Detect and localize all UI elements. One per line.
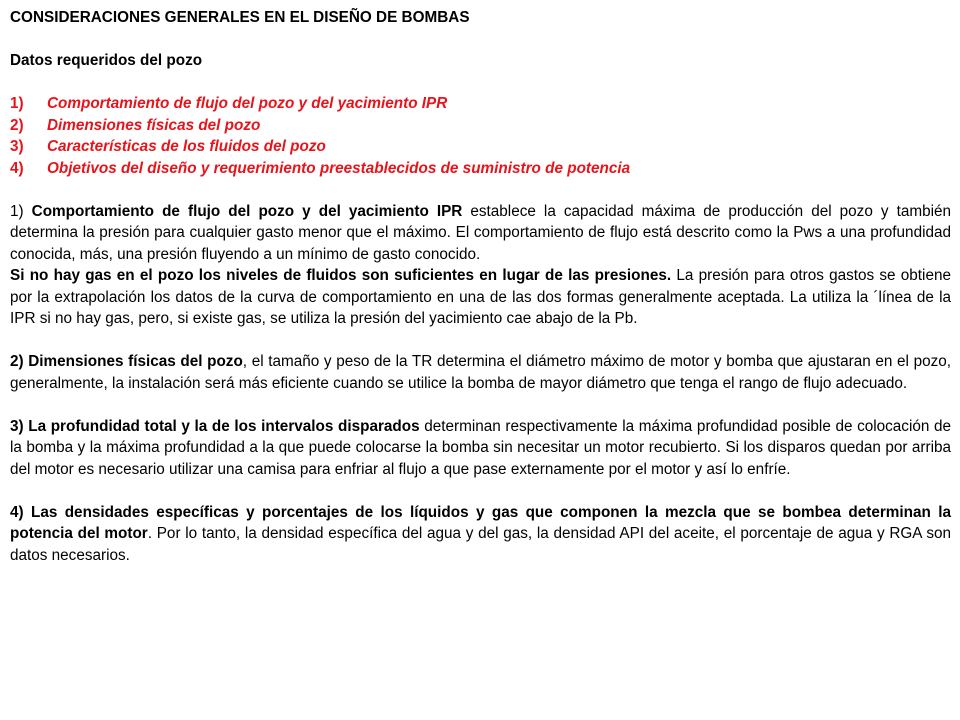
requirements-list [10, 93, 951, 179]
list-item-number: 3) [10, 138, 24, 155]
list-item-text: Características de los fluidos del pozo [47, 138, 326, 155]
list-item [10, 93, 951, 115]
paragraph-bold: 4) Las densidades específicas y porcentajes de los líquidos y gas que componen la mezcla que se bombea determinan la potencia del motor [10, 503, 951, 542]
paragraph-bold: 2) Dimensiones físicas del pozo [10, 353, 243, 370]
list-item [10, 115, 951, 137]
paragraph-densities [10, 502, 951, 567]
list-item [10, 136, 951, 158]
list-item-number: 4) [10, 159, 24, 177]
document-title: CONSIDERACIONES GENERALES EN EL DISEÑO DE BOMBAS [10, 9, 470, 26]
paragraph-dimensions [10, 351, 951, 394]
list-item-text: Objetivos del diseño y requerimiento preestablecidos de suministro de potencia [47, 159, 631, 177]
paragraph-text: determinan respectivamente la máxima profundidad posible de colocación de la bomba y la máxima profundidad a la que puede colocarse la bomba sin necesitar un motor recubierto. Si los disparos quedan por arriba del motor es necesario utilizar una camisa para enfriar al flujo a que pase externamente por el motor y así lo enfríe. [10, 417, 951, 478]
list-item-text: Comportamiento de flujo del pozo y del yacimiento IPR [47, 95, 448, 112]
section-subtitle: Datos requeridos del pozo [10, 52, 203, 69]
paragraph-lead: 1) [10, 202, 32, 220]
paragraph-bold: Comportamiento de flujo del pozo y del yacimiento IPR [31, 202, 463, 220]
paragraph-ipr [10, 201, 951, 266]
paragraph-gas [10, 265, 951, 330]
list-item-number: 1) [10, 95, 24, 112]
paragraph-depth [10, 416, 951, 481]
paragraph-text: , el tamaño y peso de la TR determina el diámetro máximo de motor y bomba que ajustaran en el pozo, generalmente, la instalación será más eficiente cuando se utilice la bomba de mayor diámetro que tenga el rango de flujo adecuado. [10, 353, 951, 392]
list-item-number: 2) [10, 116, 24, 134]
list-item-text: Dimensiones físicas del pozo [47, 116, 261, 134]
paragraph-text: establece la capacidad máxima de producción del pozo y también determina la presión para cualquier gasto menor que el máximo. El comportamiento de flujo está descrito como la Pws a una profundidad conocida, más, una presión fluyendo a un mínimo de gasto conocido. [10, 202, 951, 263]
list-item [10, 158, 951, 180]
paragraph-text: La presión para otros gastos se obtiene por la extrapolación los datos de la curva de comportamiento en una de las dos formas generalmente aceptada. La utiliza la ´línea de la IPR si no hay gas, pero, si existe gas, se utiliza la presión del yacimiento cae abajo de la Pb. [10, 267, 951, 327]
paragraph-bold: 3) La profundidad total y la de los intervalos disparados [10, 417, 420, 435]
document-page [10, 7, 951, 566]
paragraph-text: . Por lo tanto, la densidad específica del agua y del gas, la densidad API del aceite, el porcentaje de agua y RGA son datos necesarios. [10, 525, 951, 564]
paragraph-bold: Si no hay gas en el pozo los niveles de fluidos son suficientes en lugar de las presiones. [10, 267, 672, 284]
